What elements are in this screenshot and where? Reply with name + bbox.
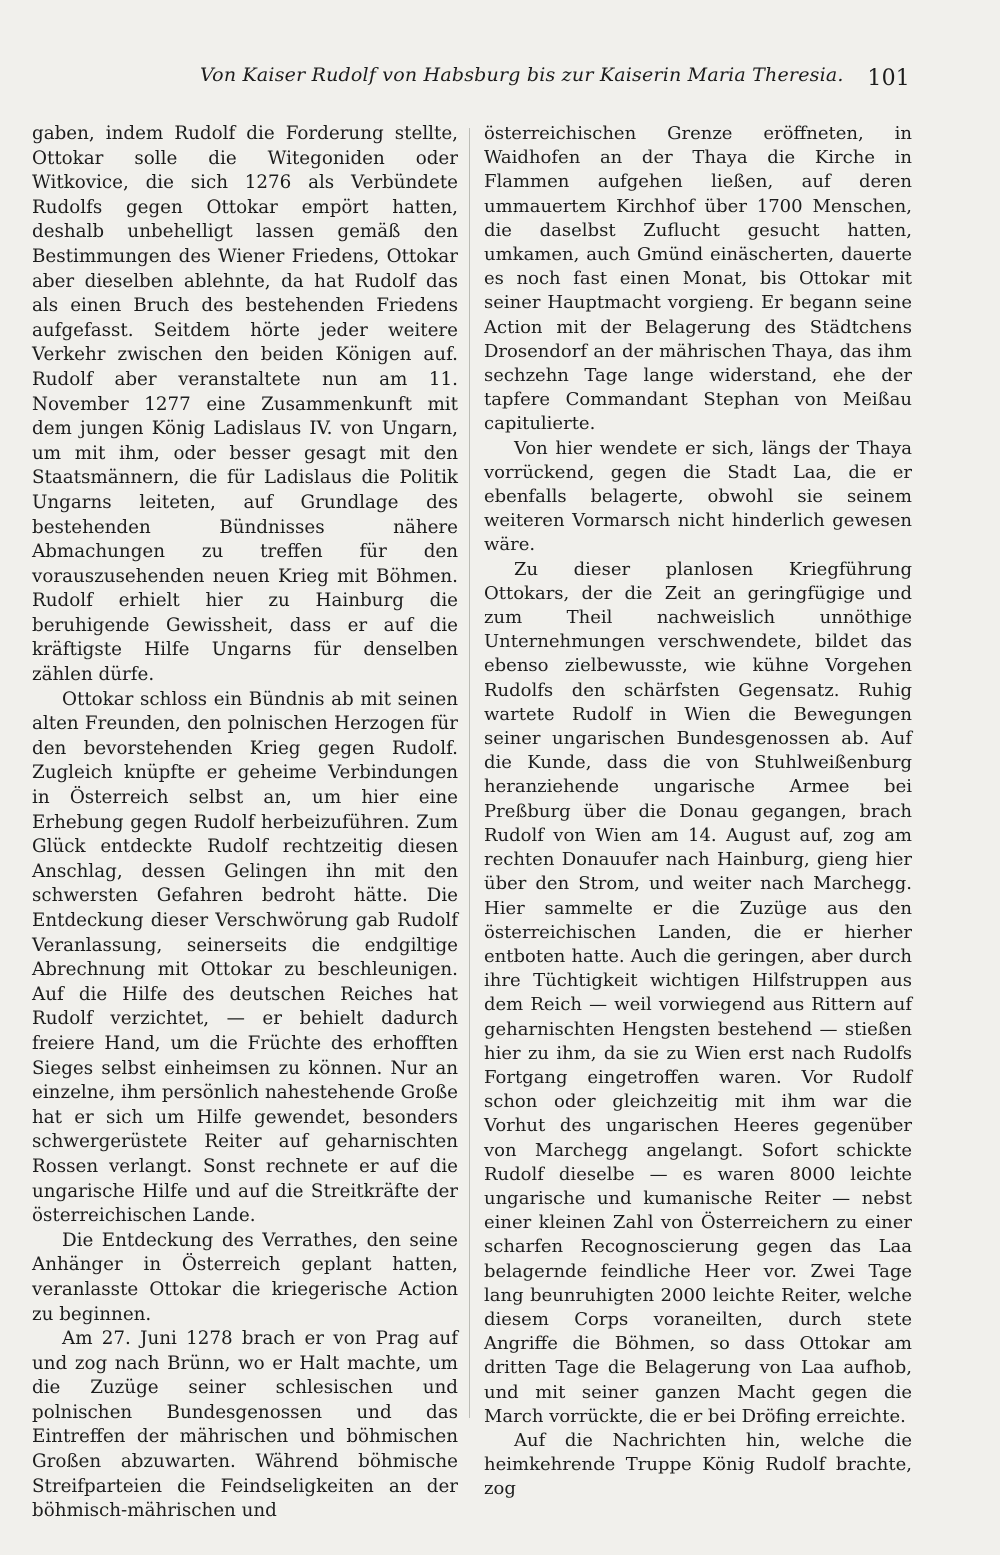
page-number: 101 xyxy=(867,66,910,91)
paragraph: Am 27. Juni 1278 brach er von Prag auf und zog nach Brünn, wo er Halt machte, um die Zuzüge seiner schlesischen und polnischen Bundesgenossen und das Eintreffen der mährischen und böhmischen Großen abzuwarten. Während böhmische Streifparteien die Feindseligkeiten an der böhmisch-mährischen und xyxy=(32,1328,458,1522)
paragraph: Die Entdeckung des Verrathes, den seine Anhänger in Österreich geplant hatten, veranlasste Ottokar die kriegerische Action zu beginnen. xyxy=(32,1229,458,1325)
left-column xyxy=(32,122,458,1524)
paragraph: Von hier wendete er sich, längs der Thaya vorrückend, gegen die Stadt Laa, die er ebenfalls belagerte, obwohl sie seinem weiteren Vormarsch nicht hinderlich gewesen wäre. xyxy=(484,437,912,556)
paragraph: österreichischen Grenze eröffneten, in Waidhofen an der Thaya die Kirche in Flammen aufgehen ließen, auf deren ummauertem Kirchhof über 1700 Menschen, die daselbst Zuflucht gesucht hatten, umkamen, auch Gmünd einäscherten, dauerte es noch fast einen Monat, bis Ottokar mit seiner Hauptmacht vorgieng. Er begann seine Action mit der Belagerung des Städtchens Drosendorf an der mährischen Thaya, das ihm sechzehn Tage lange widerstand, ehe der tapfere Commandant Stephan von Meißau capitulierte. xyxy=(484,123,912,435)
paragraph: Ottokar schloss ein Bündnis ab mit seinen alten Freunden, den polnischen Herzogen für den bevorstehenden Krieg gegen Rudolf. Zugleich knüpfte er geheime Verbindungen in Österreich selbst an, um hier eine Erhebung gegen Rudolf herbeizuführen. Zum Glück entdeckte Rudolf rechtzeitig diesen Anschlag, dessen Gelingen ihn mit den schwersten Gefahren bedroht hätte. Die Entdeckung dieser Verschwörung gab Rudolf Veranlassung, seinerseits die endgiltige Abrechnung mit Ottokar zu beschleunigen. Auf die Hilfe des deutschen Reiches hat Rudolf verzichtet, — er behielt dadurch freiere Hand, um die Früchte des erhofften Sieges selbst einheimsen zu können. Nur an einzelne, ihm persönlich nahestehende Große hat er sich um Hilfe gewendet, besonders schwergerüstete Reiter auf geharnischten Rossen verlangt. Sonst rechnete er auf die ungarische Hilfe und auf die Streitkräfte der österreichischen Lande. xyxy=(32,688,458,1227)
paragraph: gaben, indem Rudolf die Forderung stellte, Ottokar solle die Witegoniden oder Witkovice, die sich 1276 als Verbündete Rudolfs gegen Ottokar empört hatten, deshalb unbehelligt lassen gemäß den Bestimmungen des Wiener Friedens, Ottokar aber dieselben ablehnte, da hat Rudolf das als einen Bruch des bestehenden Friedens aufgefasst. Seitdem hörte jeder weitere Verkehr zwischen den beiden Königen auf. Rudolf aber veranstaltete nun am 11. November 1277 eine Zusammenkunft mit dem jungen König Ladislaus IV. von Ungarn, um mit ihm, oder besser gesagt mit den Staatsmännern, die für Ladislaus die Politik Ungarns leiteten, auf Grundlage des bestehenden Bündnisses nähere Abmachungen zu treffen für den vorauszusehenden neuen Krieg mit Böhmen. Rudolf erhielt hier zu Hainburg die beruhigende Gewissheit, dass er auf die kräftigste Hilfe Ungarns für denselben zählen dürfe. xyxy=(32,123,458,686)
running-header xyxy=(200,56,910,96)
running-title: Von Kaiser Rudolf von Habsburg bis zur Kaiserin Maria Theresia. xyxy=(200,64,844,86)
paragraph: Zu dieser planlosen Kriegführung Ottokars, der die Zeit an geringfügige und zum Theil nachweislich unnöthige Unternehmungen verschwendete, bildet das ebenso zielbewusste, wie kühne Vorgehen Rudolfs den schärfsten Gegensatz. Ruhig wartete Rudolf in Wien die Bewegungen seiner ungarischen Bundesgenossen ab. Auf die Kunde, dass die von Stuhlweißenburg heranziehende ungarische Armee bei Preßburg über die Donau gegangen, brach Rudolf von Wien am 14. August auf, zog am rechten Donauufer nach Hainburg, gieng hier über den Strom, und weiter nach Marchegg. Hier sammelte er die Zuzüge aus den österreichischen Landen, die er hierher entboten hatte. Auch die geringen, aber durch ihre Tüchtigkeit wichtigen Hilfstruppen aus dem Reich — weil vorwiegend aus Rittern auf geharnischten Hengsten bestehend — stießen hier zu ihm, da sie zu Wien erst nach Rudolfs Fortgang eingetroffen waren. Vor Rudolf schon oder gleichzeitig mit ihm war die Vorhut des ungarischen Heeres gegenüber von Marchegg angelangt. Sofort schickte Rudolf dieselbe — es waren 8000 leichte ungarische und kumanische Reiter — nebst einer kleinen Zahl von Österreichern zu einer scharfen Recognoscierung gegen das Laa belagernde feindliche Heer vor. Zwei Tage lang beunruhigten 2000 leichte Reiter, welche diesem Corps voraneilten, durch stete Angriffe die Böhmen, so dass Ottokar am dritten Tage die Belagerung von Laa aufhob, und mit seiner ganzen Macht gegen die March vorrückte, die er bei Dröfing erreichte. xyxy=(484,558,912,1427)
paragraph: Auf die Nachrichten hin, welche die heimkehrende Truppe König Rudolf brachte, zog xyxy=(484,1429,912,1500)
right-column xyxy=(484,122,912,1502)
column-divider xyxy=(469,128,470,1418)
